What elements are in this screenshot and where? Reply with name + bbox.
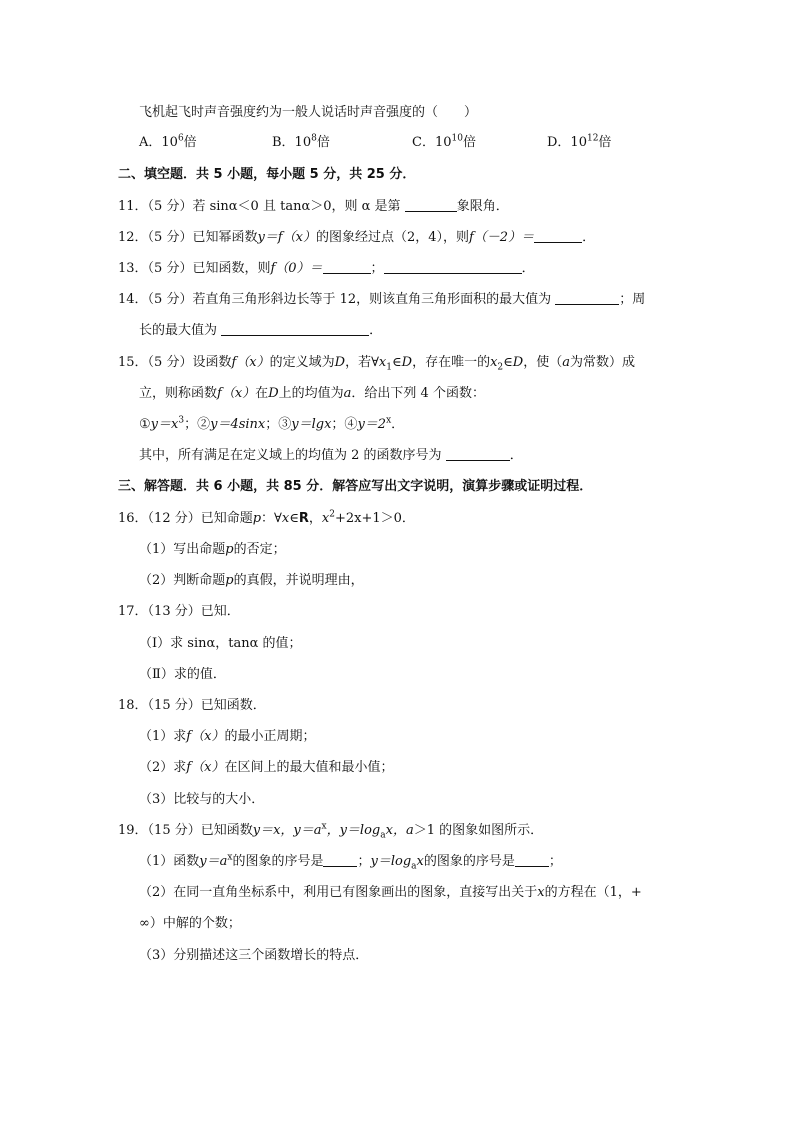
question-15-functions: $①y=x^3$；②y＝4sinx；③y＝lgx；$④y=2^x$． [139,415,405,432]
question-14-line-1: 14．（5 分）若直角三角形斜边长等于 12，则该直角三角形面积的最大值为 ；周 [118,292,646,307]
answer-blank[interactable] [555,291,619,305]
question-19-part-3: （3）分别描述这三个函数增长的特点． [139,948,369,963]
question-10-stem-tail: 飞机起飞时声音强度约为一般人说话时声音强度的（ ） [139,105,478,120]
answer-blank[interactable] [446,447,510,461]
answer-blank[interactable] [323,260,371,274]
question-16-part-1: （1）写出命题p的否定； [139,542,286,557]
option-a: A．$10^6$倍 [139,133,197,150]
section-2-heading: 二、填空题．共 5 小题，每小题 5 分，共 25 分． [118,167,416,182]
section-3-heading: 三、解答题．共 6 小题，共 85 分．解答应写出文字说明，演算步骤或证明过程． [118,479,593,494]
question-19-part-2-cont: ∞）中解的个数； [139,916,241,931]
question-15-line-1: 15．（5 分）设函数f（x）的定义域为D，若$\forall x_1\in D$，存在唯一的$x_2\in D$，使（a为常数）成 [118,355,636,373]
answer-blank[interactable] [323,853,357,867]
question-15-line-4: 其中，所有满足在定义域上的均值为 2 的函数序号为 ． [139,448,523,463]
question-16-part-2: （2）判断命题p的真假，并说明理由， [139,573,364,588]
question-17-part-2: （Ⅱ）求的值． [139,667,226,682]
question-13: 13．（5 分）已知函数，则f（0）＝ ； ． [118,261,535,276]
answer-blank[interactable] [384,260,522,274]
option-c: C．$10^{10}$倍 [412,133,476,150]
question-17: 17．（13 分）已知． [118,604,240,619]
question-18-part-1: （1）求f（x）的最小正周期； [139,729,316,744]
answer-blank[interactable] [221,322,369,336]
question-17-part-1: （Ⅰ）求 sinα，tanα 的值； [139,636,302,651]
question-19-part-2: （2）在同一直角坐标系中，利用已有图象画出的图象，直接写出关于x的方程在（1，+ [139,885,642,900]
question-19: 19．（15 分）已知函数y＝x，$y=a^x$，$y=\log_ax$，a＞1 的图象如图所示． [118,821,544,841]
question-15-line-2: 立，则称函数f（x）在D上的均值为a．给出下列 4 个函数： [139,386,485,401]
question-10-options [0,134,794,154]
option-b: B．$10^8$倍 [272,133,330,150]
question-19-part-1: （1）函数$y=a^x$的图象的序号是 ；$y=\log_ax$的图象的序号是 ； [139,852,562,872]
question-14-line-2: 长的最大值为 ． [139,323,383,338]
question-11: 11．（5 分）若 sinα＜0 且 tanα＞0，则 α 是第 象限角． [118,199,509,214]
answer-blank[interactable] [515,853,549,867]
question-16: 16．（12 分）已知命题p：∀x∈R，$x^2+2x+1>0$． [118,509,415,526]
question-18-part-3: （3）比较与的大小． [139,792,265,807]
answer-blank[interactable] [405,198,457,212]
option-d: D．$10^{12}$倍 [547,133,612,150]
question-18-part-2: （2）求f（x）在区间上的最大值和最小值； [139,760,394,775]
question-12: 12．（5 分）已知幂函数y＝f（x）的图象经过点（2，4），则f（－2）＝ ． [118,230,596,245]
question-18: 18．（15 分）已知函数． [118,698,266,713]
answer-blank[interactable] [534,229,582,243]
